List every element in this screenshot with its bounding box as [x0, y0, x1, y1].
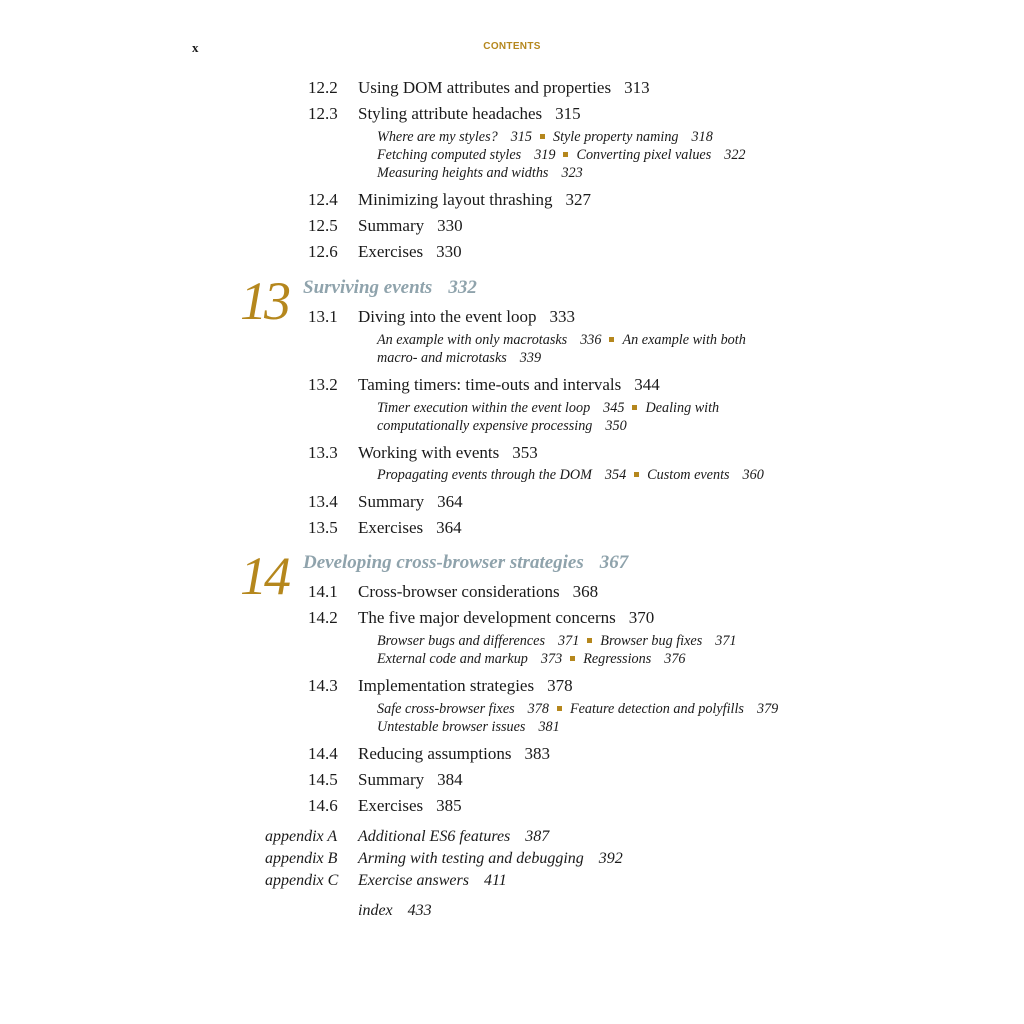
toc-section-12-4[interactable]: 12.4 Minimizing layout thrashing 327 — [308, 190, 592, 209]
toc-subsection-line: External code and markup 373 Regressions 376 — [377, 651, 686, 667]
toc-section-12-2[interactable]: 12.2 Using DOM attributes and properties 313 — [308, 78, 650, 97]
toc-subsection[interactable]: Propagating events through the DOM — [377, 467, 592, 483]
bullet-separator — [632, 405, 637, 410]
toc-section-13-4[interactable]: 13.4 Summary 364 — [308, 492, 463, 511]
toc-section-14-3[interactable]: 14.3 Implementation strategies 378 — [308, 676, 573, 695]
toc-subsection-line: Safe cross-browser fixes 378 Feature detection and polyfills 379 — [377, 701, 779, 717]
toc-subsection[interactable]: Untestable browser issues — [377, 719, 526, 735]
toc-section-14-6[interactable]: 14.6 Exercises 385 — [308, 796, 462, 815]
toc-section-12-6[interactable]: 12.6 Exercises 330 — [308, 242, 462, 261]
bullet-separator — [563, 152, 568, 157]
toc-subsection-line: An example with only macrotasks 336 An example with both — [377, 332, 746, 348]
bullet-separator — [540, 134, 545, 139]
toc-subsection[interactable]: macro- and microtasks — [377, 350, 507, 366]
toc-appendix-b[interactable]: appendix B Arming with testing and debugging 392 — [265, 850, 623, 867]
chapter-number-13: 13 — [240, 271, 288, 331]
toc-subsection[interactable]: Fetching computed styles — [377, 147, 522, 163]
toc-subsection[interactable]: Regressions — [583, 651, 652, 667]
toc-subsection[interactable]: computationally expensive processing — [377, 418, 593, 434]
toc-subsection-line: Fetching computed styles 319 Converting pixel values 322 — [377, 147, 746, 163]
chapter-title-14[interactable]: Developing cross-browser strategies 367 — [303, 552, 629, 573]
toc-section-13-1[interactable]: 13.1 Diving into the event loop 333 — [308, 307, 575, 326]
toc-subsection[interactable]: Browser bug fixes — [600, 633, 703, 649]
toc-section-14-5[interactable]: 14.5 Summary 384 — [308, 770, 463, 789]
bullet-separator — [609, 337, 614, 342]
toc-subsection[interactable]: Custom events — [647, 467, 730, 483]
toc-subsection[interactable]: Converting pixel values — [576, 147, 712, 163]
toc-subsection[interactable]: Dealing with — [645, 400, 720, 416]
toc-subsection[interactable]: Style property naming — [552, 129, 679, 145]
toc-section-12-5[interactable]: 12.5 Summary 330 — [308, 216, 463, 235]
bullet-separator — [557, 706, 562, 711]
toc-section-12-3[interactable]: 12.3 Styling attribute headaches 315 — [308, 104, 581, 123]
toc-subsection[interactable]: Timer execution within the event loop — [377, 400, 591, 416]
toc-subsection-line: macro- and microtasks 339 — [377, 350, 542, 366]
toc-subsection[interactable]: Browser bugs and differences — [377, 633, 545, 649]
bullet-separator — [634, 472, 639, 477]
toc-subsection[interactable]: External code and markup — [377, 651, 528, 667]
toc-section-13-2[interactable]: 13.2 Taming timers: time-outs and intervals 344 — [308, 375, 660, 394]
toc-subsection[interactable]: Measuring heights and widths — [377, 165, 549, 181]
bullet-separator — [570, 656, 575, 661]
toc-subsection-line: Timer execution within the event loop 345 Dealing with — [377, 400, 720, 416]
toc-subsection[interactable]: Feature detection and polyfills — [569, 701, 744, 717]
toc-section-13-5[interactable]: 13.5 Exercises 364 — [308, 518, 462, 537]
toc-subsection[interactable]: An example with both — [622, 332, 746, 348]
toc-subsection-line: Measuring heights and widths 323 — [377, 165, 583, 181]
toc-section-14-4[interactable]: 14.4 Reducing assumptions 383 — [308, 744, 550, 763]
toc-subsection-line: Untestable browser issues 381 — [377, 719, 560, 735]
toc-section-14-1[interactable]: 14.1 Cross-browser considerations 368 — [308, 582, 599, 601]
toc-index[interactable]: index 433 — [358, 902, 432, 919]
toc-subsection-line: Propagating events through the DOM 354 Custom events 360 — [377, 467, 764, 483]
folio: x — [192, 40, 199, 55]
toc-section-13-3[interactable]: 13.3 Working with events 353 — [308, 443, 538, 462]
toc-appendix-c[interactable]: appendix C Exercise answers 411 — [265, 872, 507, 889]
running-head: CONTENTS — [483, 41, 541, 52]
toc-appendix-a[interactable]: appendix A Additional ES6 features 387 — [265, 828, 550, 845]
toc-subsection[interactable]: Where are my styles? — [377, 129, 498, 145]
toc-subsection-line: computationally expensive processing 350 — [377, 418, 627, 434]
toc-section-14-2[interactable]: 14.2 The five major development concerns 370 — [308, 608, 655, 627]
toc-subsection[interactable]: Safe cross-browser fixes — [377, 701, 515, 717]
toc-subsection-line: Browser bugs and differences 371 Browser bug fixes 371 — [377, 633, 737, 649]
bullet-separator — [587, 638, 592, 643]
toc-subsection-line: Where are my styles? 315 Style property naming 318 — [377, 129, 713, 145]
chapter-title-13[interactable]: Surviving events 332 — [303, 277, 477, 298]
chapter-number-14: 14 — [240, 546, 288, 606]
toc-subsection[interactable]: An example with only macrotasks — [377, 332, 568, 348]
